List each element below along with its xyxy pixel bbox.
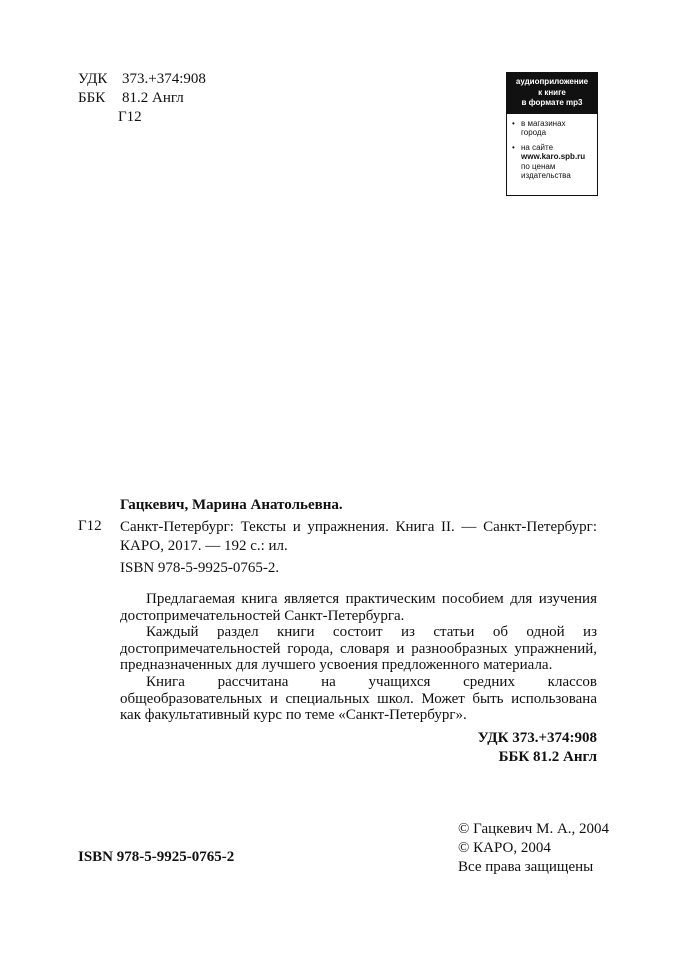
classification-bottom — [478, 729, 597, 767]
promo-header — [507, 73, 597, 114]
bibliographic-description: Санкт-Петербург: Тексты и упражнения. Книга II. — Санкт-Петербург: КАРО, 2017. — 192 с.: ил. — [120, 519, 597, 554]
annotation-paragraph: Предлагаемая книга является практическим пособием для изучения достопримечательностей Санкт-Петербурга. — [120, 591, 597, 624]
copyright-line: Все права защищены — [458, 859, 594, 875]
promo-line: города — [521, 128, 547, 137]
bullet-icon: • — [512, 142, 515, 152]
promo-header-line: аудиоприложение — [515, 77, 589, 86]
bullet-icon: • — [512, 118, 515, 128]
udk-row — [78, 70, 206, 89]
annotation-paragraph: Книга рассчитана на учащихся средних классов общеобразовательных и специальных школ. Может быть использована как факультативный курс по теме «Санкт-Петербург». — [120, 673, 597, 724]
promo-item-stores — [507, 119, 597, 138]
udk-label: УДК — [78, 71, 108, 87]
promo-line: издательства — [521, 171, 571, 180]
bbk-label: ББК — [78, 90, 106, 106]
classification-top — [78, 70, 206, 127]
promo-line: по ценам — [521, 161, 556, 171]
udk-value: 373.+374:908 — [122, 71, 206, 87]
promo-header-line: в формате mp3 — [521, 98, 583, 107]
author-code-top: Г12 — [118, 109, 142, 125]
promo-line: на сайте — [521, 142, 554, 152]
udk-bottom: УДК 373.+374:908 — [477, 730, 597, 746]
annotation — [120, 591, 597, 724]
promo-line: в магазинах — [521, 118, 566, 128]
copyright-line: © Гацкевич М. А., 2004 — [458, 821, 610, 837]
promo-item-website — [507, 143, 597, 181]
isbn-record: ISBN 978-5-9925-0765-2. — [120, 560, 280, 576]
copyright-line: © КАРО, 2004 — [458, 840, 551, 856]
bbk-bottom: ББК 81.2 Англ — [498, 749, 597, 765]
bbk-row — [78, 89, 206, 108]
promo-url: www.karo.spb.ru — [521, 152, 586, 161]
annotation-paragraph: Каждый раздел книги состоит из статьи об одной из достопримечательностей города, словаря и разнообразных упражнений, предназначенных для лучшего усвоения предложенного материала. — [120, 624, 597, 674]
author-code: Г12 — [78, 518, 102, 534]
isbn-bottom: ISBN 978-5-9925-0765-2 — [78, 849, 235, 865]
bbk-value: 81.2 Англ — [122, 90, 184, 106]
audio-promo-box — [506, 72, 598, 196]
copyright-block — [458, 820, 609, 877]
promo-header-line: к книге — [538, 87, 566, 97]
author-name: Гацкевич, Марина Анатольевна. — [120, 497, 343, 513]
